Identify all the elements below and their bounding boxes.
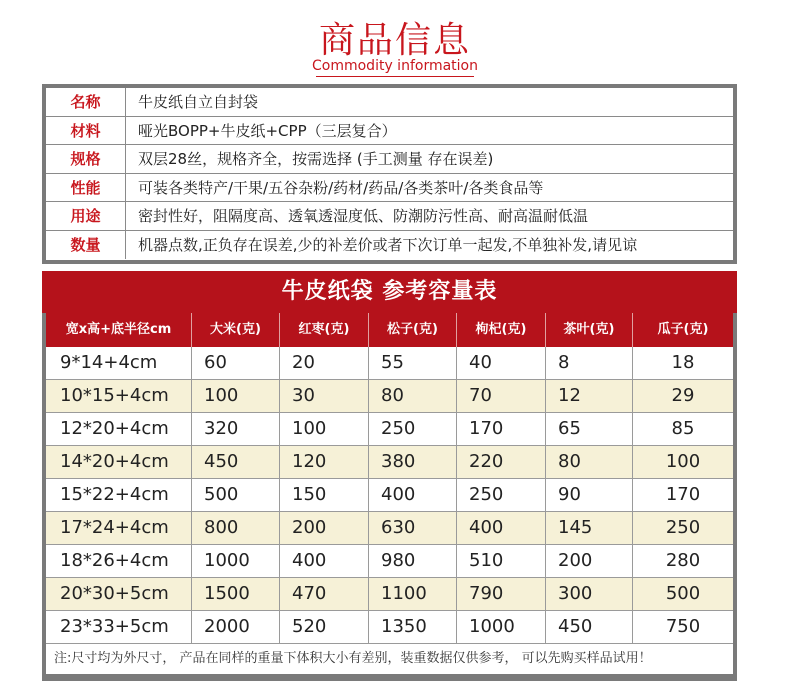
table-cell: 15*22+4cm [46,479,192,511]
info-label: 名称 [46,88,126,116]
table-cell: 18 [671,352,695,373]
info-label: 数量 [46,231,126,260]
table-cell: 250 [665,517,701,538]
table-cell: 400 [280,545,369,577]
table-cell: 200 [280,512,369,544]
table-row [46,611,733,644]
info-row-spec [46,145,733,174]
table-cell: 170 [457,413,546,445]
page-subtitle: Commodity information [312,58,478,74]
table-cell: 145 [546,512,633,544]
info-row-quantity [46,231,733,260]
table-row [46,380,733,413]
table-cell: 400 [457,512,546,544]
table-cell: 10*15+4cm [46,380,192,412]
table-cell: 80 [546,446,633,478]
table-row [46,413,733,446]
table-cell: 40 [457,347,546,379]
table-cell: 8 [546,347,633,379]
table-cell: 12*20+4cm [46,413,192,445]
info-row-performance [46,174,733,203]
table-cell: 980 [369,545,457,577]
table-cell: 23*33+5cm [46,611,192,643]
info-row-usage [46,202,733,231]
table-header-row [46,313,733,347]
column-header: 瓜子(克) [657,322,709,337]
column-header: 松子(克) [369,313,457,347]
table-cell: 9*14+4cm [46,347,192,379]
table-cell: 450 [546,611,633,643]
table-cell: 630 [369,512,457,544]
column-header: 茶叶(克) [546,313,633,347]
info-value: 双层28丝，规格齐全，按需选择 (手工测量 存在误差) [138,150,494,168]
column-header: 枸杞(克) [457,313,546,347]
product-info-box [42,84,737,264]
table-cell: 300 [546,578,633,610]
table-cell: 500 [192,479,280,511]
table-cell: 30 [280,380,369,412]
table-cell: 20*30+5cm [46,578,192,610]
table-cell: 100 [280,413,369,445]
info-value: 密封性好，阻隔度高、透氧透湿度低、防潮防污性高、耐高温耐低温 [138,207,589,225]
info-label: 材料 [46,117,126,145]
table-cell: 120 [280,446,369,478]
table-cell: 20 [280,347,369,379]
table-cell: 400 [369,479,457,511]
table-cell: 100 [192,380,280,412]
table-cell: 750 [665,616,701,637]
table-cell: 790 [457,578,546,610]
table-cell: 1350 [369,611,457,643]
table-cell: 14*20+4cm [46,446,192,478]
table-cell: 100 [665,451,701,472]
table-cell: 510 [457,545,546,577]
table-cell: 150 [280,479,369,511]
table-cell: 380 [369,446,457,478]
info-label: 用途 [46,202,126,230]
info-row-name [46,88,733,117]
page-title: 商品信息 [318,20,471,61]
table-cell: 1000 [192,545,280,577]
table-cell: 450 [192,446,280,478]
table-row [46,545,733,578]
table-row [46,479,733,512]
capacity-table [46,313,733,674]
table-cell: 60 [192,347,280,379]
table-cell: 80 [369,380,457,412]
table-cell: 55 [369,347,457,379]
table-cell: 90 [546,479,633,511]
table-cell: 520 [280,611,369,643]
table-cell: 12 [546,380,633,412]
table-row [46,446,733,479]
info-label: 性能 [46,174,126,202]
capacity-table-title: 牛皮纸袋 参考容量表 [42,271,737,313]
table-cell: 2000 [192,611,280,643]
column-header: 红枣(克) [280,313,369,347]
info-row-material [46,117,733,146]
capacity-table-box [42,271,737,681]
table-cell: 320 [192,413,280,445]
info-value: 哑光BOPP+牛皮纸+CPP（三层复合） [138,121,397,140]
table-cell: 1500 [192,578,280,610]
column-header: 大米(克) [192,313,280,347]
table-cell: 220 [457,446,546,478]
table-cell: 800 [192,512,280,544]
table-body [46,347,733,644]
table-cell: 250 [369,413,457,445]
info-value: 机器点数,正负存在误差,少的补差价或者下次订单一起发,不单独补发,请见谅 [138,235,638,254]
table-cell: 280 [665,550,701,571]
column-header: 宽x高+底半径cm [46,313,192,347]
table-footnote: 注:尺寸均为外尺寸， 产品在同样的重量下体积大小有差别，装重数据仅供参考， 可以先购买样品试用！ [46,644,733,674]
table-row [46,578,733,611]
table-cell: 70 [457,380,546,412]
info-label: 规格 [46,145,126,173]
table-row [46,347,733,380]
table-cell: 200 [546,545,633,577]
table-cell: 1100 [369,578,457,610]
table-cell: 17*24+4cm [46,512,192,544]
table-cell: 65 [546,413,633,445]
table-cell: 29 [671,385,695,406]
table-cell: 500 [665,583,701,604]
table-cell: 18*26+4cm [46,545,192,577]
table-cell: 170 [665,484,701,505]
info-value: 牛皮纸自立自封袋 [138,93,259,111]
info-value: 可装各类特产/干果/五谷杂粉/药材/药品/各类茶叶/各类食品等 [138,178,544,197]
title-underline [316,76,474,77]
product-info-table [46,88,733,260]
table-cell: 1000 [457,611,546,643]
table-cell: 470 [280,578,369,610]
table-row [46,512,733,545]
table-cell: 250 [457,479,546,511]
table-cell: 85 [671,418,695,439]
